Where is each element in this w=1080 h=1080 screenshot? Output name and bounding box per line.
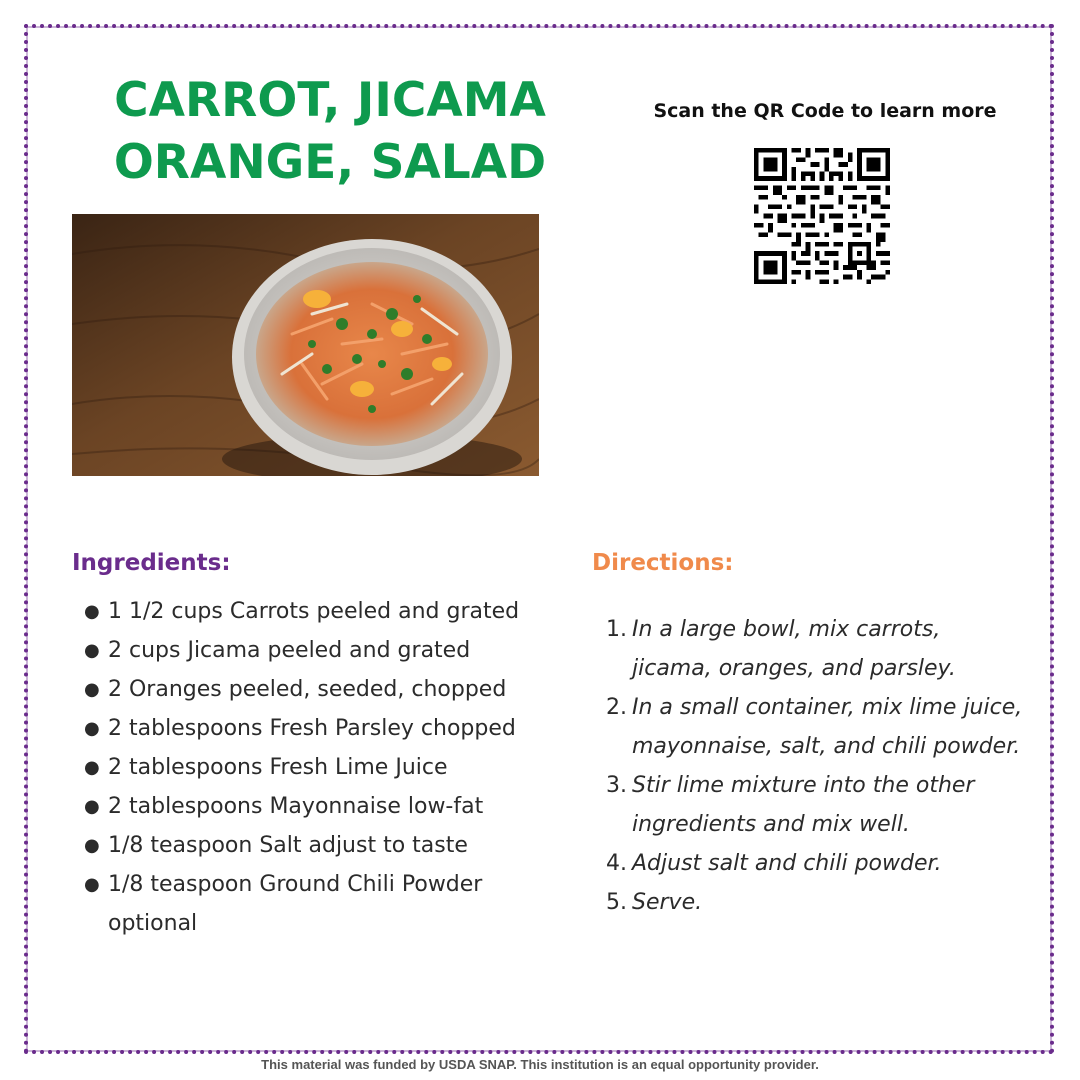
direction-text: Serve. [632,890,703,915]
ingredients-list [78,592,568,943]
recipe-title [70,70,590,194]
bullet-icon: ● [84,640,100,661]
qr-caption: Scan the QR Code to learn more [653,100,997,122]
list-item [78,631,568,670]
list-item [78,670,568,709]
directions-heading: Directions: [592,550,734,576]
salad-bowl-photo [72,214,539,476]
recipe-title-line-2: ORANGE, SALAD [113,135,547,190]
list-item [606,610,1026,688]
list-item [78,787,568,826]
step-number: 1. [606,617,627,642]
list-item [606,688,1026,766]
bullet-icon: ● [84,679,100,700]
bullet-icon: ● [84,757,100,778]
list-item [606,844,1026,883]
ingredients-heading: Ingredients: [72,550,231,576]
bullet-icon: ● [84,874,100,895]
step-number: 2. [606,695,627,720]
direction-text: Stir lime mixture into the other ingredients and mix well. [632,773,975,837]
step-number: 4. [606,851,627,876]
ingredient-text: 2 Oranges peeled, seeded, chopped [108,677,507,702]
ingredient-text: 2 cups Jicama peeled and grated [108,638,471,663]
list-item [78,865,568,943]
direction-text: In a large bowl, mix carrots, jicama, oranges, and parsley. [632,617,956,681]
bullet-icon: ● [84,718,100,739]
directions-list [606,610,1026,922]
ingredient-text: 2 tablespoons Mayonnaise low-fat [108,794,484,819]
list-item [606,883,1026,922]
ingredient-text: 2 tablespoons Fresh Lime Juice [108,755,448,780]
step-number: 3. [606,773,627,798]
qr-code-icon[interactable] [754,148,890,284]
step-number: 5. [606,890,627,915]
list-item [78,592,568,631]
list-item [78,709,568,748]
ingredient-text: 1 1/2 cups Carrots peeled and grated [108,599,520,624]
bullet-icon: ● [84,835,100,856]
funding-disclaimer: This material was funded by USDA SNAP. This institution is an equal opportunity provider. [261,1057,819,1072]
ingredient-text: 1/8 teaspoon Salt adjust to taste [108,833,468,858]
bullet-icon: ● [84,601,100,622]
list-item [78,748,568,787]
list-item [606,766,1026,844]
list-item [78,826,568,865]
bullet-icon: ● [84,796,100,817]
direction-text: Adjust salt and chili powder. [632,851,942,876]
ingredient-text: 2 tablespoons Fresh Parsley chopped [108,716,516,741]
ingredient-text: 1/8 teaspoon Ground Chili Powder optional [108,872,483,936]
direction-text: In a small container, mix lime juice, mayonnaise, salt, and chili powder. [632,695,1023,759]
recipe-title-line-1: CARROT, JICAMA [114,73,546,128]
